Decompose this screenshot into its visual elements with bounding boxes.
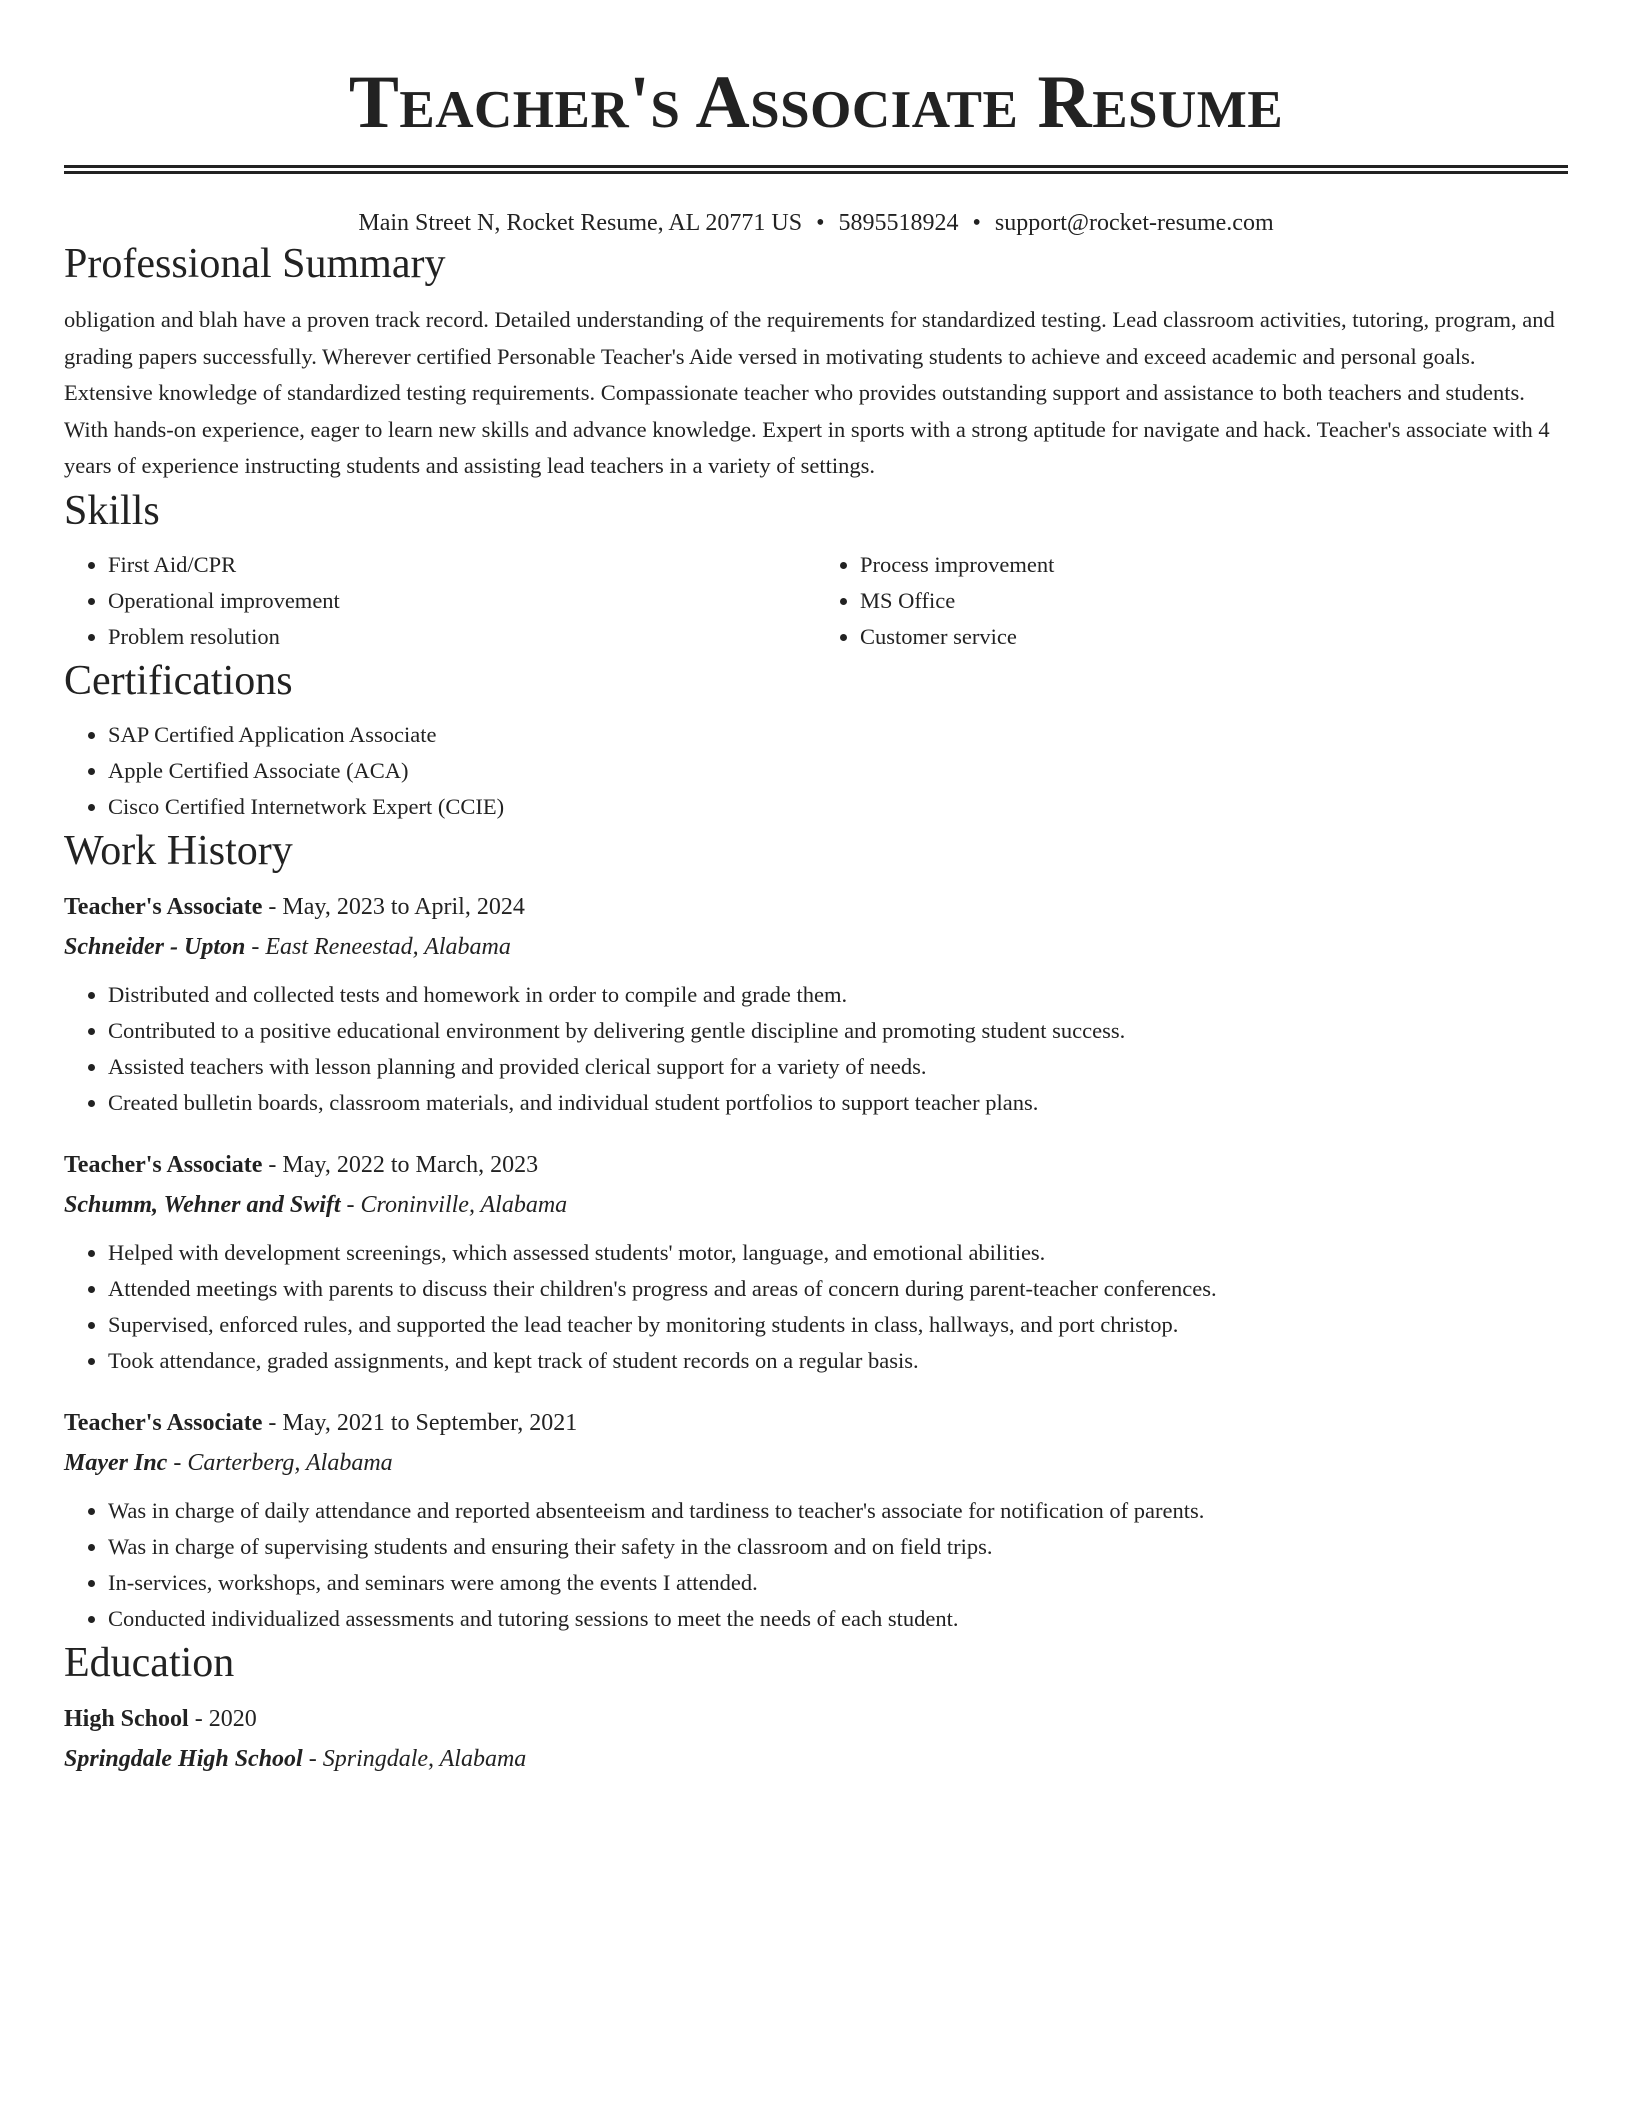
job-bullet: • Contributed to a positive educational environment by delivering gentle discipline and promoting student success. bbox=[108, 1013, 1568, 1049]
contact-address: Main Street N, Rocket Resume, AL 20771 US bbox=[358, 210, 803, 236]
certification-item: • SAP Certified Application Associate bbox=[108, 717, 1568, 753]
job-entry bbox=[64, 1403, 1568, 1637]
contact-phone: 5895518924 bbox=[838, 210, 959, 236]
job-bullet: • In-services, workshops, and seminars were among the events I attended. bbox=[108, 1565, 1568, 1601]
job-title: Teacher's Associate bbox=[64, 893, 263, 920]
contact-line bbox=[64, 208, 1568, 238]
job-dates: - May, 2022 to March, 2023 bbox=[268, 1151, 539, 1178]
job-location: - Carterberg, Alabama bbox=[173, 1449, 393, 1476]
job-entry bbox=[64, 887, 1568, 1121]
job-location: - East Reneestad, Alabama bbox=[251, 933, 511, 960]
job-bullets bbox=[64, 977, 1568, 1121]
contact-separator: • bbox=[816, 210, 825, 236]
job-bullet: • Took attendance, graded assignments, and kept track of student records on a regular basis. bbox=[108, 1343, 1568, 1379]
job-title-line bbox=[64, 887, 1568, 927]
job-entry bbox=[64, 1145, 1568, 1379]
job-bullets bbox=[64, 1493, 1568, 1637]
job-title-line bbox=[64, 1403, 1568, 1443]
resume-title: Teacher's Associate Resume bbox=[348, 61, 1284, 144]
job-bullet: • Conducted individualized assessments and tutoring sessions to meet the needs of each student. bbox=[108, 1601, 1568, 1637]
certifications-list bbox=[64, 717, 1568, 825]
certification-item: • Apple Certified Associate (ACA) bbox=[108, 753, 1568, 789]
contact-email: support@rocket-resume.com bbox=[994, 210, 1274, 236]
job-title: Teacher's Associate bbox=[64, 1151, 263, 1178]
summary-text: obligation and blah have a proven track record. Detailed understanding of the requirements for standardized testing. Lead classroom activities, tutoring, program, and grading papers successfully. Wherever certified Personable Teacher's Aide versed in motivating students to achieve and exceed academic and personal goals. Extensive knowledge of standardized testing requirements. Compassionate teacher who provides outstanding support and assistance to both teachers and students. With hands-on experience, eager to learn new skills and advance knowledge. Expert in sports with a strong aptitude for navigate and hack. Teacher's associate with 4 years of experience instructing students and assisting lead teachers in a variety of settings. bbox=[64, 307, 1555, 478]
skill-item: • MS Office bbox=[860, 583, 1568, 619]
skills-list-left bbox=[64, 547, 816, 655]
certification-item: • Cisco Certified Internetwork Expert (CCIE) bbox=[108, 789, 1568, 825]
skill-item: • Process improvement bbox=[860, 547, 1568, 583]
skills-heading: Skills bbox=[64, 487, 160, 534]
skills-list-right bbox=[816, 547, 1568, 655]
education-location: - Springdale, Alabama bbox=[308, 1745, 527, 1772]
job-company: Mayer Inc bbox=[64, 1449, 168, 1476]
job-dates: - May, 2021 to September, 2021 bbox=[268, 1409, 578, 1436]
skill-item: • First Aid/CPR bbox=[108, 547, 816, 583]
education-heading: Education bbox=[64, 1639, 235, 1686]
education-entry bbox=[64, 1699, 1568, 1779]
job-company: Schneider - Upton bbox=[64, 933, 246, 960]
education-degree-line bbox=[64, 1699, 1568, 1739]
skills-column-left bbox=[64, 547, 816, 655]
summary-heading: Professional Summary bbox=[64, 241, 446, 287]
job-company-line bbox=[64, 1443, 1568, 1483]
job-bullet: • Helped with development screenings, which assessed students' motor, language, and emotional abilities. bbox=[108, 1235, 1568, 1271]
job-title-line bbox=[64, 1145, 1568, 1185]
job-bullet: • Was in charge of daily attendance and reported absenteeism and tardiness to teacher's associate for notification of parents. bbox=[108, 1493, 1568, 1529]
job-bullet: • Distributed and collected tests and homework in order to compile and grade them. bbox=[108, 977, 1568, 1013]
job-bullet: • Created bulletin boards, classroom materials, and individual student portfolios to support teacher plans. bbox=[108, 1085, 1568, 1121]
education-year: - 2020 bbox=[194, 1705, 257, 1732]
job-bullet: • Assisted teachers with lesson planning and provided clerical support for a variety of needs. bbox=[108, 1049, 1568, 1085]
certifications-heading: Certifications bbox=[64, 657, 293, 704]
skill-item: • Problem resolution bbox=[108, 619, 816, 655]
title-divider bbox=[64, 165, 1568, 174]
skills-column-right bbox=[816, 547, 1568, 655]
skill-item: • Customer service bbox=[860, 619, 1568, 655]
education-school: Springdale High School bbox=[64, 1745, 303, 1772]
job-bullet: • Supervised, enforced rules, and supported the lead teacher by monitoring students in class, hallways, and port christop. bbox=[108, 1307, 1568, 1343]
job-bullet: • Attended meetings with parents to discuss their children's progress and areas of concern during parent-teacher conferences. bbox=[108, 1271, 1568, 1307]
job-bullets bbox=[64, 1235, 1568, 1379]
work-history-heading: Work History bbox=[64, 827, 293, 874]
skill-item: • Operational improvement bbox=[108, 583, 816, 619]
job-location: - Croninville, Alabama bbox=[346, 1191, 568, 1218]
job-company-line bbox=[64, 1185, 1568, 1225]
job-company-line bbox=[64, 927, 1568, 967]
job-title: Teacher's Associate bbox=[64, 1409, 263, 1436]
skills-grid bbox=[64, 547, 1568, 655]
education-school-line bbox=[64, 1739, 1568, 1779]
job-bullet: • Was in charge of supervising students and ensuring their safety in the classroom and on field trips. bbox=[108, 1529, 1568, 1565]
education-degree: High School bbox=[64, 1705, 189, 1732]
contact-separator: • bbox=[972, 210, 981, 236]
job-company: Schumm, Wehner and Swift bbox=[64, 1191, 341, 1218]
job-dates: - May, 2023 to April, 2024 bbox=[268, 893, 525, 920]
